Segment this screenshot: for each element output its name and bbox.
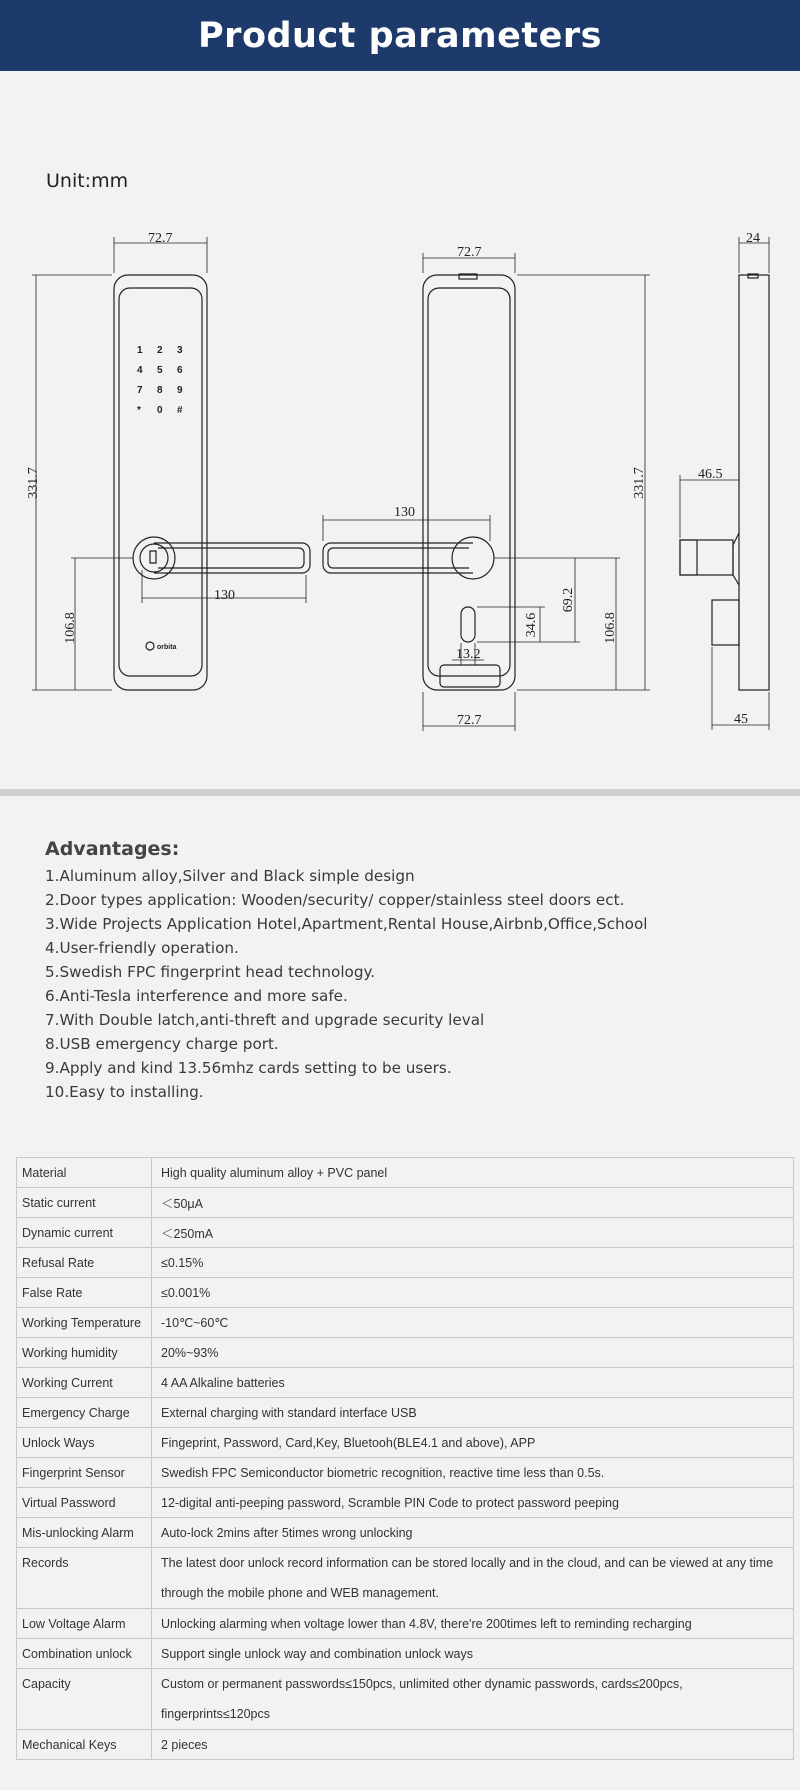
table-row	[17, 1730, 794, 1760]
spec-key: Dynamic current	[17, 1218, 152, 1248]
spec-key: Combination unlock	[17, 1639, 152, 1669]
page-title: Product parameters	[198, 15, 602, 56]
advantage-item: 5.Swedish FPC fingerprint head technology.	[45, 963, 376, 981]
table-row	[17, 1278, 794, 1308]
table-row	[17, 1669, 794, 1730]
spec-value: Swedish FPC Semiconductor biometric recognition, reactive time less than 0.5s.	[152, 1458, 794, 1488]
dim-front-width: 72.7	[148, 231, 173, 246]
header-banner	[0, 0, 800, 71]
spec-value: The latest door unlock record information can be stored locally and in the cloud, and can be viewed at any time through the mobile phone and WEB management.	[152, 1548, 794, 1609]
table-row	[17, 1158, 794, 1188]
advantage-item: 7.With Double latch,anti-threft and upgrade security leval	[45, 1011, 485, 1029]
advantages-title: Advantages:	[45, 838, 180, 860]
spec-value: Auto-lock 2mins after 5times wrong unlocking	[152, 1518, 794, 1548]
keypad-key: 1	[137, 345, 143, 356]
table-row	[17, 1428, 794, 1458]
spec-value: ≤0.001%	[152, 1278, 794, 1308]
spec-value: 12-digital anti-peeping password, Scramble PIN Code to protect password peeping	[152, 1488, 794, 1518]
advantage-item: 8.USB emergency charge port.	[45, 1035, 279, 1053]
spec-key: Emergency Charge	[17, 1398, 152, 1428]
advantages-list	[45, 864, 785, 1104]
advantage-item: 1.Aluminum alloy,Silver and Black simple design	[45, 867, 415, 885]
keyhole	[461, 607, 475, 642]
keypad-key: 4	[137, 365, 143, 376]
advantage-item: 9.Apply and kind 13.56mhz cards setting to be users.	[45, 1059, 452, 1077]
side-lower-knob	[712, 600, 739, 645]
brand-logo-icon	[146, 642, 154, 650]
spec-value: External charging with standard interface USB	[152, 1398, 794, 1428]
table-row	[17, 1398, 794, 1428]
advantage-item: 2.Door types application: Wooden/security/ copper/stainless steel doors ect.	[45, 891, 625, 909]
fingerprint-icon	[150, 551, 156, 563]
table-row	[17, 1308, 794, 1338]
spec-key: Working Current	[17, 1368, 152, 1398]
spec-key: False Rate	[17, 1278, 152, 1308]
dim-side-bottom: 45	[734, 712, 748, 727]
technical-drawing-svg	[0, 215, 800, 745]
advantages-section	[45, 838, 785, 1104]
spec-key: Mechanical Keys	[17, 1730, 152, 1760]
table-row	[17, 1639, 794, 1669]
table-row	[17, 1518, 794, 1548]
lock-dimension-drawing	[0, 215, 800, 745]
dim-keyhole-width: 13.2	[456, 647, 481, 662]
side-panel-outline	[739, 275, 769, 690]
spec-value: ≤0.15%	[152, 1248, 794, 1278]
spec-key: Virtual Password	[17, 1488, 152, 1518]
side-handle	[680, 540, 733, 575]
keypad-key: 0	[157, 405, 163, 416]
dim-side-top: 24	[746, 231, 760, 246]
advantage-item: 4.User-friendly operation.	[45, 939, 239, 957]
keypad-key: 8	[157, 385, 163, 396]
dim-side-handle: 46.5	[698, 467, 723, 482]
keypad-key: 9	[177, 385, 183, 396]
table-row	[17, 1218, 794, 1248]
dim-keyhole-offset: 69.2	[561, 587, 576, 613]
keypad-key: 7	[137, 385, 143, 396]
keypad-key: 6	[177, 365, 183, 376]
table-row	[17, 1548, 794, 1609]
brand-mark: orbita	[157, 644, 177, 651]
keypad-key: 5	[157, 365, 163, 376]
dim-back-height: 331.7	[632, 467, 647, 499]
spec-value: 2 pieces	[152, 1730, 794, 1760]
dim-front-handle-length: 130	[214, 588, 235, 603]
advantage-item: 3.Wide Projects Application Hotel,Apartment,Rental House,Airbnb,Office,School	[45, 915, 648, 933]
specifications-table	[16, 1157, 794, 1760]
table-row	[17, 1248, 794, 1278]
section-divider	[0, 789, 800, 796]
spec-value: 4 AA Alkaline batteries	[152, 1368, 794, 1398]
table-row	[17, 1609, 794, 1639]
spec-key: Low Voltage Alarm	[17, 1609, 152, 1639]
dim-front-height: 331.7	[26, 467, 41, 499]
spec-key: Static current	[17, 1188, 152, 1218]
keypad-key: 2	[157, 345, 163, 356]
dim-back-width-top: 72.7	[457, 245, 482, 260]
keypad	[137, 345, 183, 416]
spec-key: Working humidity	[17, 1338, 152, 1368]
spec-key: Records	[17, 1548, 152, 1609]
table-row	[17, 1488, 794, 1518]
spec-value: Unlocking alarming when voltage lower than 4.8V, there're 200times left to reminding recharging	[152, 1609, 794, 1639]
advantage-item: 10.Easy to installing.	[45, 1083, 204, 1101]
spec-value: High quality aluminum alloy + PVC panel	[152, 1158, 794, 1188]
spec-key: Capacity	[17, 1669, 152, 1730]
spec-key: Working Temperature	[17, 1308, 152, 1338]
spec-key: Material	[17, 1158, 152, 1188]
spec-value: ＜50μA	[152, 1188, 794, 1218]
spec-value: Fingeprint, Password, Card,Key, Bluetooh(BLE4.1 and above), APP	[152, 1428, 794, 1458]
table-row	[17, 1458, 794, 1488]
spec-value: Support single unlock way and combination unlock ways	[152, 1639, 794, 1669]
table-row	[17, 1188, 794, 1218]
table-row	[17, 1338, 794, 1368]
unit-label: Unit:mm	[46, 170, 129, 192]
keypad-key: #	[177, 405, 183, 416]
spec-value: Custom or permanent passwords≤150pcs, unlimited other dynamic passwords, cards≤200pcs, fingerprints≤120pcs	[152, 1669, 794, 1730]
spec-value: ＜250mA	[152, 1218, 794, 1248]
dim-back-handle-length: 130	[394, 505, 415, 520]
keypad-key: *	[137, 405, 141, 416]
back-panel-outline	[423, 275, 515, 690]
spec-value: 20%~93%	[152, 1338, 794, 1368]
spec-key: Refusal Rate	[17, 1248, 152, 1278]
spec-key: Fingerprint Sensor	[17, 1458, 152, 1488]
spec-value: -10℃~60℃	[152, 1308, 794, 1338]
dim-back-width-bottom: 72.7	[457, 713, 482, 728]
spec-key: Unlock Ways	[17, 1428, 152, 1458]
keypad-key: 3	[177, 345, 183, 356]
advantage-item: 6.Anti-Tesla interference and more safe.	[45, 987, 348, 1005]
front-panel-outline	[114, 275, 207, 690]
spec-key: Mis-unlocking Alarm	[17, 1518, 152, 1548]
table-row	[17, 1368, 794, 1398]
back-panel-inner	[428, 288, 510, 676]
dim-front-handle-height: 106.8	[63, 612, 78, 644]
dim-keyhole-height: 34.6	[524, 612, 539, 638]
dim-back-handle-height: 106.8	[603, 612, 618, 644]
